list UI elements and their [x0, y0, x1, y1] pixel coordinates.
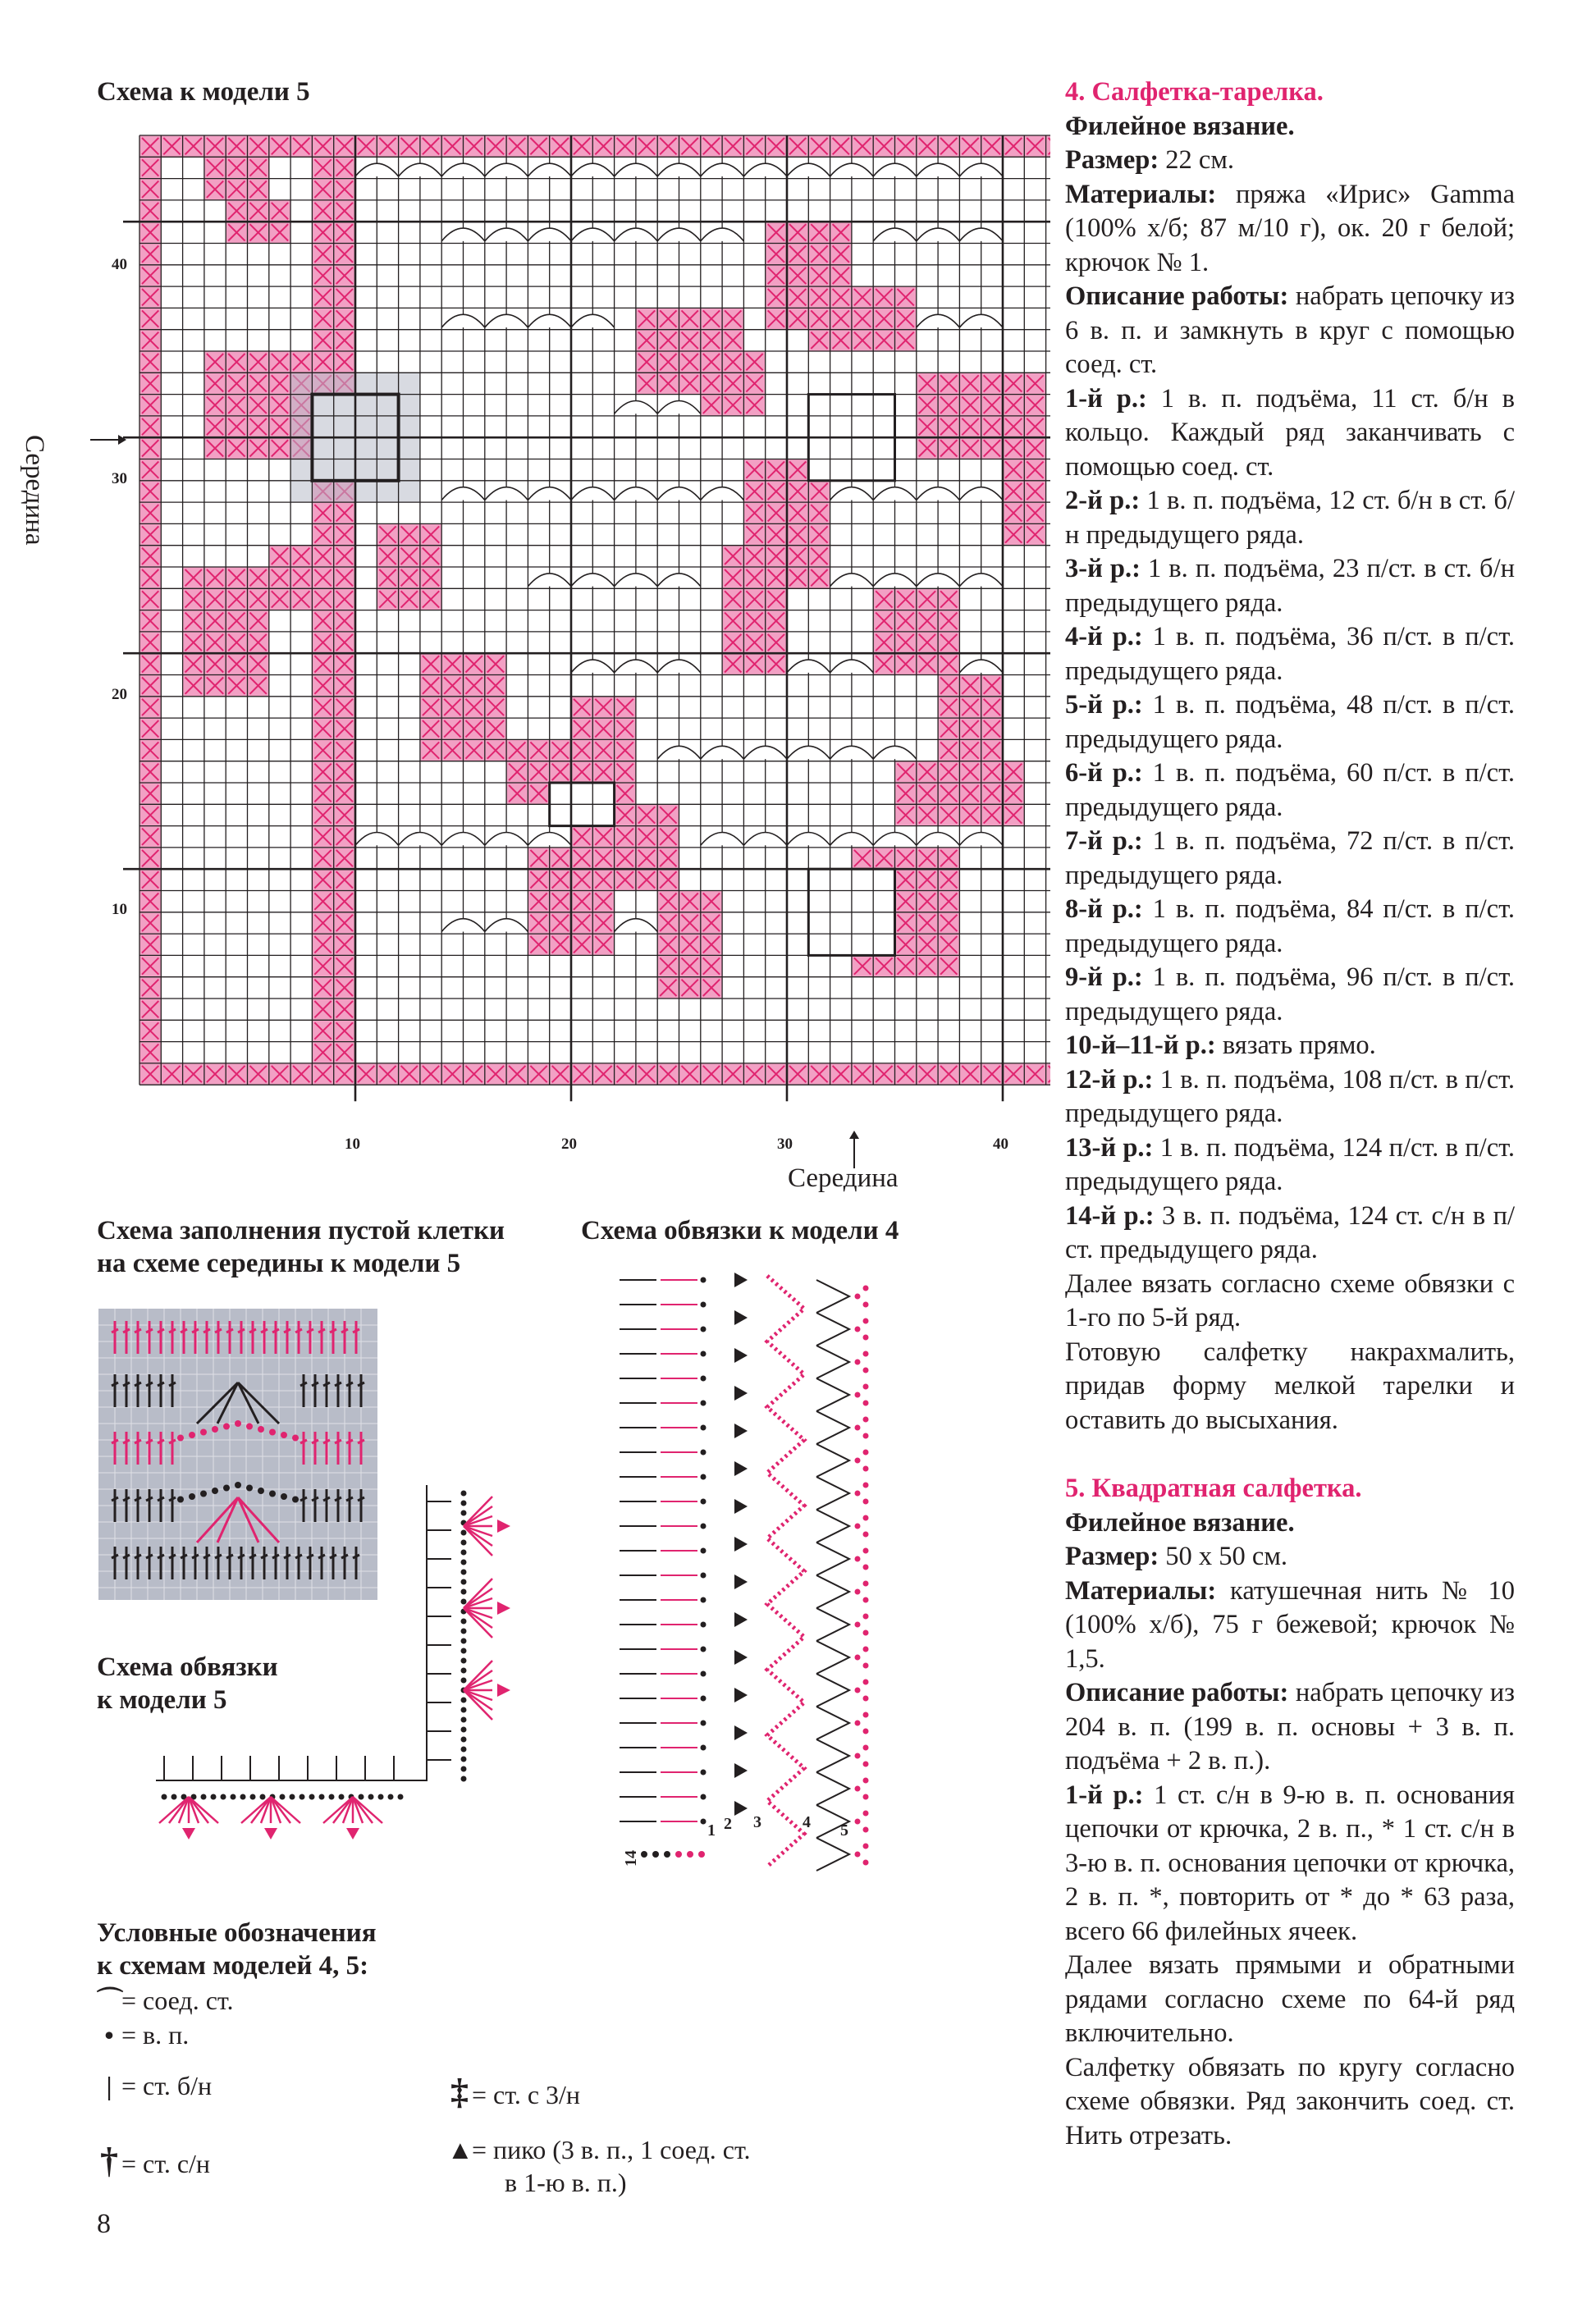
- model4-technique: Филейное вязание.: [1065, 111, 1295, 141]
- legend-item-picot: ▲= пико (3 в. п., 1 соед. ст. в 1-ю в. п.): [447, 2135, 751, 2197]
- model4-row: 7-й р.: 1 в. п. подъёма, 72 п/ст. в п/ст. предыдущего ряда.: [1065, 826, 1515, 890]
- y-tick-30: 30: [112, 470, 127, 487]
- model4-row: 4-й р.: 1 в. п. подъёма, 36 п/ст. в п/ст. предыдущего ряда.: [1065, 622, 1515, 686]
- model4-row: 9-й р.: 1 в. п. подъёма, 96 п/ст. в п/ст. предыдущего ряда.: [1065, 962, 1515, 1026]
- edging5-caption: Схема обвязки к модели 5: [97, 1652, 278, 1715]
- edging4-row-1: 1: [707, 1821, 716, 1840]
- model4-row: 5-й р.: 1 в. п. подъёма, 48 п/ст. в п/ст. предыдущего ряда.: [1065, 690, 1515, 754]
- legend-item-chain: • = в. п.: [97, 2018, 189, 2051]
- model4-row: 13-й р.: 1 в. п. подъёма, 124 п/ст. в п/ст. предыдущего ряда.: [1065, 1132, 1515, 1196]
- middle-label-vertical: Середина: [20, 435, 49, 546]
- edging4-diagram: [611, 1264, 882, 1904]
- model4-description: Описание работы: набрать цепочку из 6 в. п. и замкнуть в круг с помощью соед. ст.: [1065, 281, 1515, 379]
- model4-row: 10-й–11-й р.: вязать прямо.: [1065, 1031, 1376, 1060]
- model4-title: 4. Салфетка-тарелка.: [1065, 77, 1324, 107]
- edging4-row-5: 5: [840, 1821, 848, 1840]
- single-crochet-icon: |: [106, 2071, 112, 2100]
- y-tick-40: 40: [112, 256, 127, 273]
- filet-chart-model-5: [82, 123, 1050, 1190]
- model5-description: Описание работы: набрать цепочку из 204 в. п. (199 в. п. основы + 3 в. п. подъёма + 2 в. п.).: [1065, 1678, 1515, 1776]
- edging4-row-3: 3: [753, 1813, 761, 1831]
- model4-outro-2: Готовую салфетку накрахмалить, придав форму мелкой тарелки и оставить до высыхания.: [1065, 1337, 1515, 1435]
- edging4-row-2: 2: [724, 1815, 732, 1833]
- fill-scheme-caption: Схема заполнения пустой клетки на схеме середины к модели 5: [97, 1216, 505, 1278]
- model4-row: 6-й р.: 1 в. п. подъёма, 60 п/ст. в п/ст. предыдущего ряда.: [1065, 758, 1515, 822]
- model4-materials: Материалы: пряжа «Ирис» Gamma (100% х/б; 87 м/10 г), ок. 20 г белой; крючок № 1.: [1065, 179, 1515, 277]
- legend-item-slip-stitch: ⌒= соед. ст.: [97, 1986, 234, 2015]
- model4-row: 12-й р.: 1 в. п. подъёма, 108 п/ст. в п/ст. предыдущего ряда.: [1065, 1064, 1515, 1128]
- model5-row-1: 1-й р.: 1 ст. с/н в 9-ю в. п. основания цепочки от крючка, 2 в. п., * 1 ст. с/н в 3-ю в. п. основания цепочки от крючка, 2 в. п. *, повторить от * до * 63 раза, всего 66 филейных ячеек.: [1065, 1780, 1516, 1946]
- chain-dot-icon: •: [104, 2020, 114, 2050]
- edging4-caption: Схема обвязки к модели 4: [581, 1216, 899, 1245]
- chart-caption: Схема к модели 5: [97, 77, 310, 107]
- legend-title: Условные обозначения к схемам моделей 4, 5:: [97, 1918, 377, 1981]
- model4-row: 14-й р.: 3 в. п. подъёма, 124 ст. с/н в п/ст. предыдущего ряда.: [1065, 1200, 1516, 1264]
- edging4-row-4: 4: [803, 1813, 811, 1831]
- slip-stitch-icon: ⌒: [97, 1986, 124, 2015]
- model5-title: 5. Квадратная салфетка.: [1065, 1474, 1362, 1503]
- legend-item-dc: † = ст. с/н: [97, 2145, 210, 2180]
- model4-row: 2-й р.: 1 в. п. подъёма, 12 ст. б/н в ст. б/н предыдущего ряда.: [1065, 486, 1516, 550]
- model4-outro-1: Далее вязать согласно схеме обвязки с 1-го по 5-й ряд.: [1065, 1268, 1515, 1332]
- model4-size: Размер: 22 см.: [1065, 145, 1235, 175]
- model5-size: Размер: 50 х 50 см.: [1065, 1542, 1288, 1571]
- triple-crochet-icon: ‡: [450, 2072, 469, 2112]
- y-tick-20: 20: [112, 686, 127, 703]
- instructions-column: [1065, 75, 1515, 2153]
- middle-arrow-left-icon: [90, 431, 126, 449]
- model5-outro-2: Салфетку обвязать по кругу согласно схеме обвязки. Ряд закончить соед. ст. Нить отрезать.: [1065, 2052, 1515, 2150]
- x-tick-40: 40: [993, 1136, 1008, 1153]
- x-tick-10: 10: [345, 1136, 360, 1153]
- x-tick-30: 30: [777, 1136, 793, 1153]
- y-tick-10: 10: [112, 901, 127, 918]
- double-crochet-icon: †: [100, 2141, 118, 2181]
- model5-outro-1: Далее вязать прямыми и обратными рядами согласно схеме по 64-й ряд включительно.: [1065, 1950, 1515, 2048]
- legend-item-sc: | = ст. б/н: [97, 2069, 212, 2102]
- page-number: 8: [97, 2209, 111, 2239]
- x-tick-20: 20: [561, 1136, 577, 1153]
- picot-icon: ▲: [447, 2135, 473, 2164]
- model4-row: 1-й р.: 1 в. п. подъёма, 11 ст. б/н в кольцо. Каждый ряд заканчивать с помощью соед. ст.: [1065, 383, 1516, 482]
- middle-label-horizontal: Середина: [788, 1163, 899, 1193]
- model5-materials: Материалы: катушечная нить № 10 (100% х/б), 75 г бежевой; крючок № 1,5.: [1065, 1575, 1515, 1674]
- edging5-diagram: [139, 1469, 533, 1846]
- edging4-row-14: 14: [622, 1850, 640, 1867]
- model4-row: 3-й р.: 1 в. п. подъёма, 23 п/ст. в ст. б/н предыдущего ряда.: [1065, 554, 1516, 618]
- model4-row: 8-й р.: 1 в. п. подъёма, 84 п/ст. в п/ст. предыдущего ряда.: [1065, 894, 1515, 958]
- legend-item-triple: ‡ = ст. с 3/н: [447, 2076, 580, 2111]
- model5-technique: Филейное вязание.: [1065, 1507, 1295, 1538]
